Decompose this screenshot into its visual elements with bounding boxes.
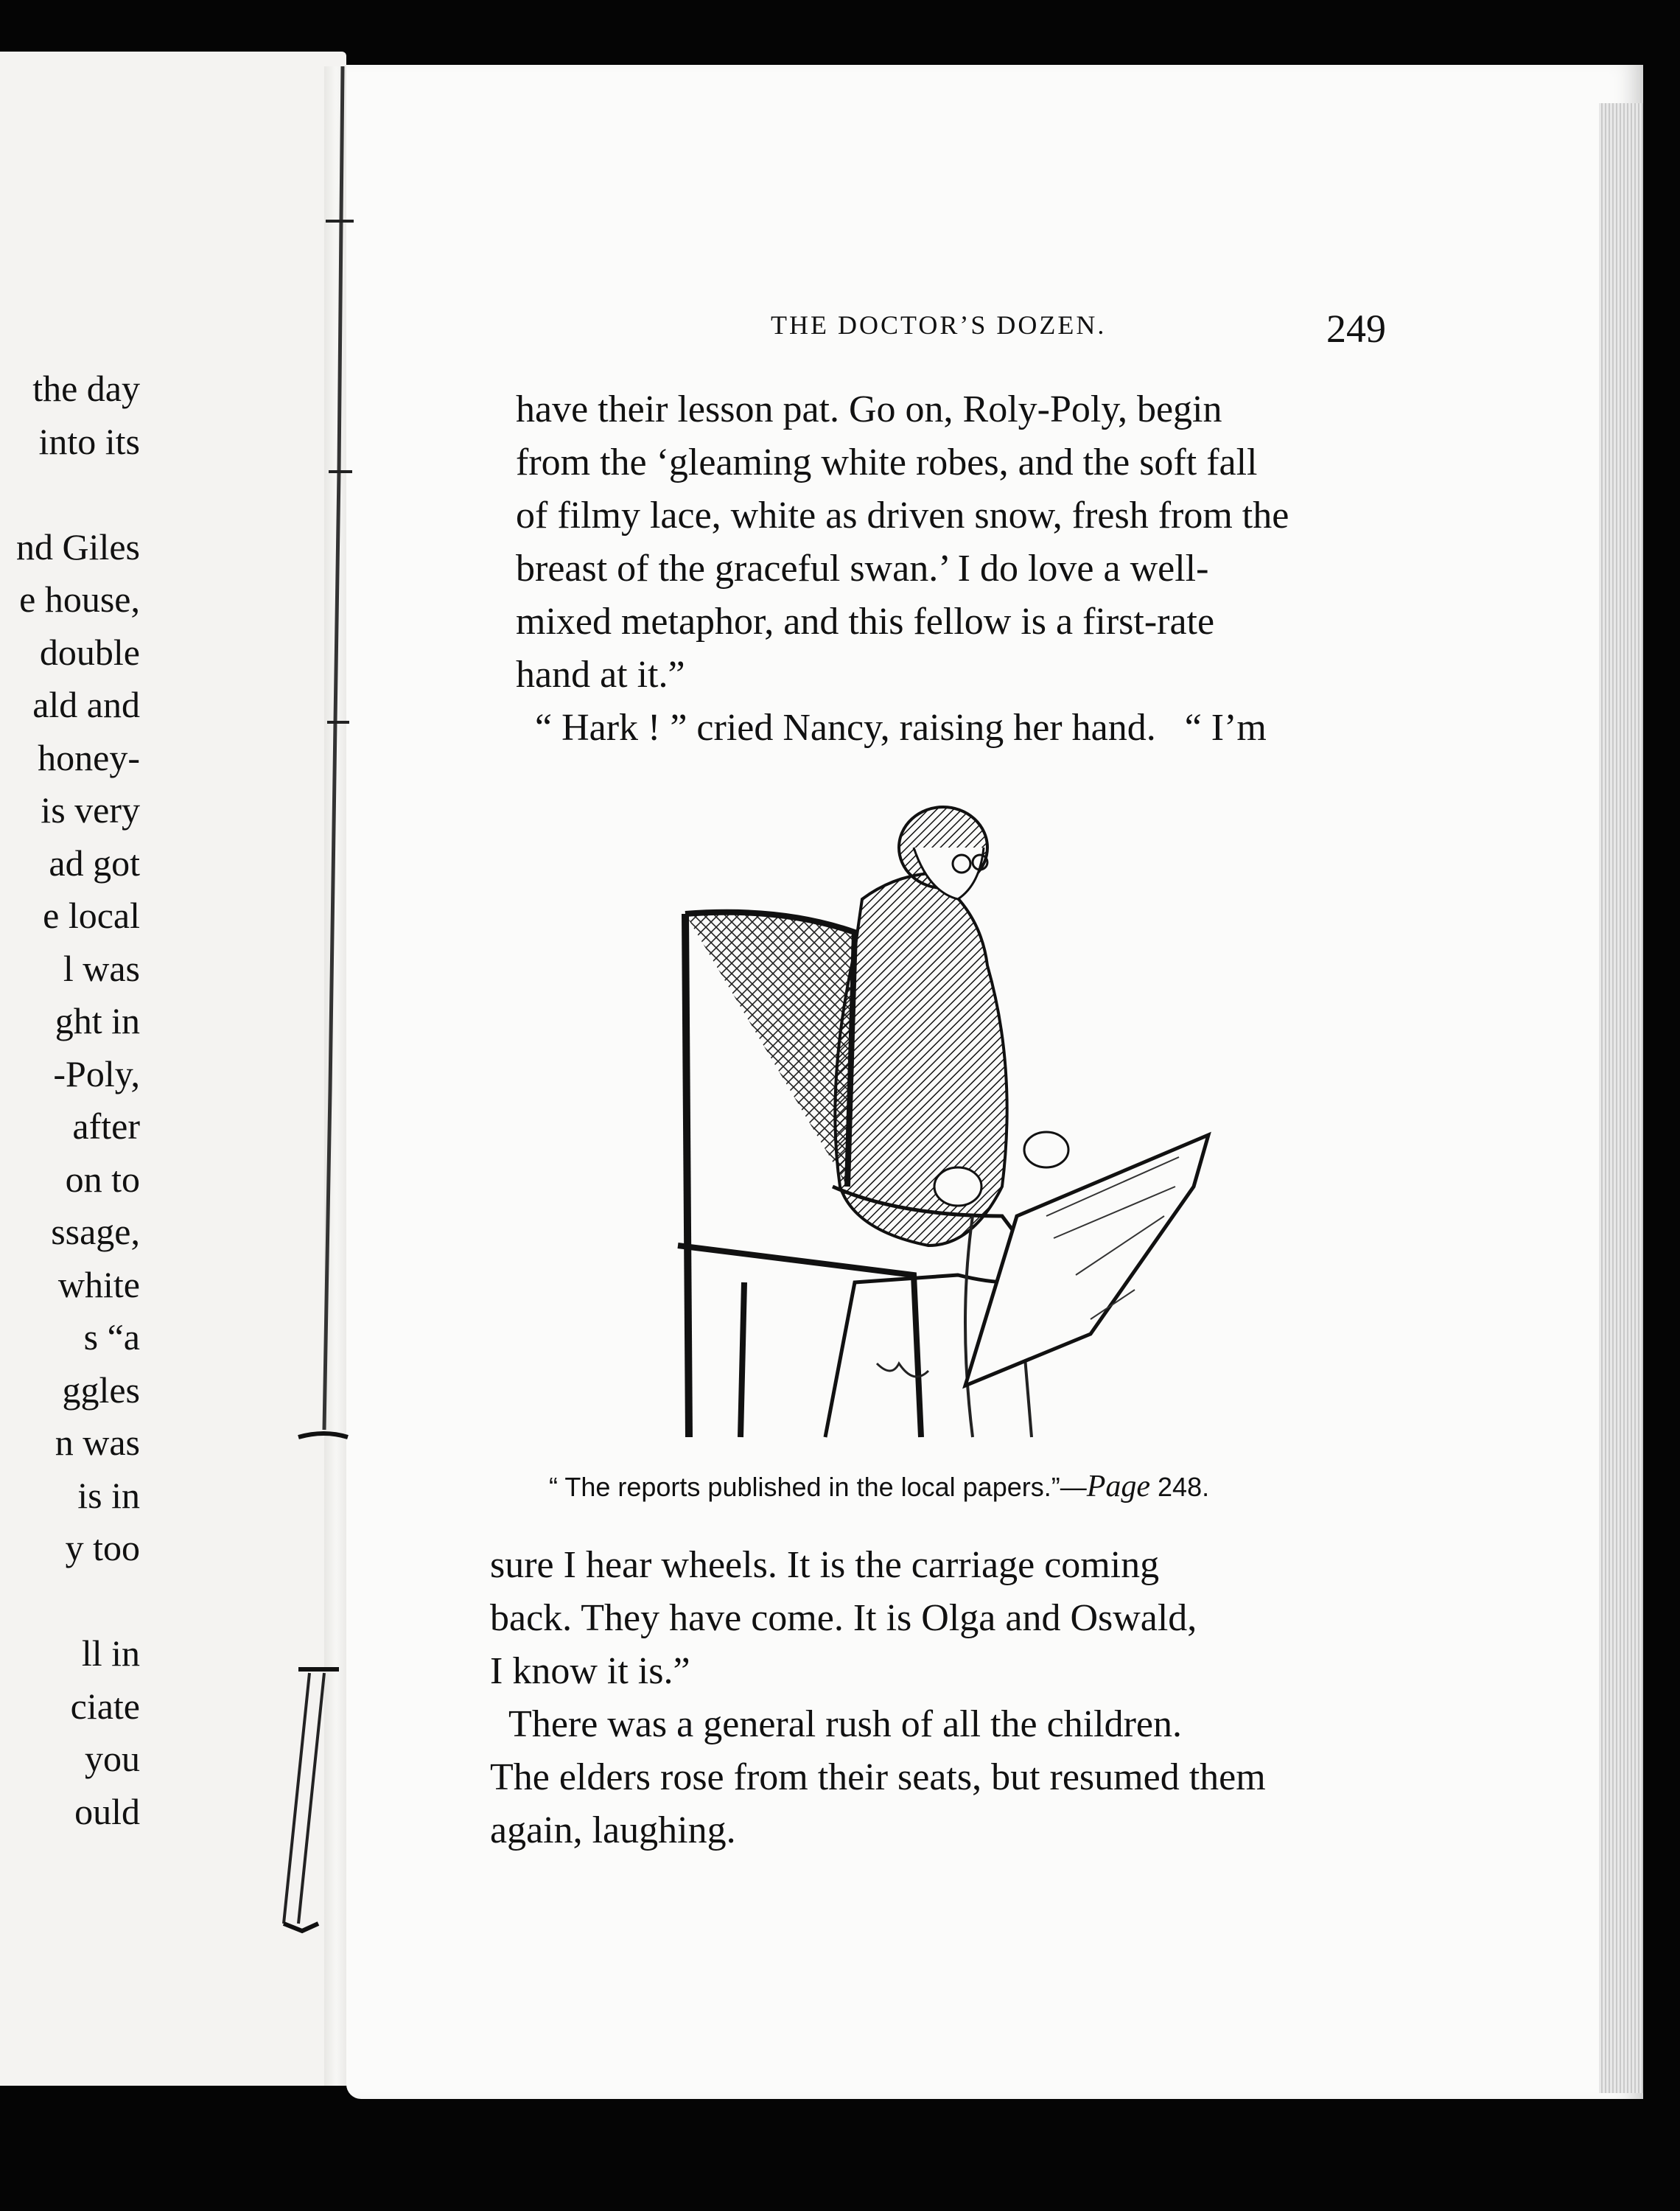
left-line: ght in xyxy=(55,1000,140,1041)
text-line: again, laughing. xyxy=(490,1809,736,1851)
left-line: ggles xyxy=(62,1369,140,1411)
left-line xyxy=(0,1575,140,1628)
left-line: you xyxy=(85,1738,140,1779)
left-line: l was xyxy=(63,947,140,989)
text-line: mixed metaphor, and this fellow is a first-rate xyxy=(516,601,1215,643)
text-line: breast of the graceful swan.’ I do love a well- xyxy=(516,548,1209,590)
left-line: ould xyxy=(74,1790,140,1832)
text-line: There was a general rush of all the children. xyxy=(490,1703,1182,1745)
left-line: on to xyxy=(65,1158,140,1200)
running-header: THE DOCTOR’S DOZEN. xyxy=(771,310,1107,340)
illustration-caption xyxy=(549,1469,1209,1504)
left-line: ciate xyxy=(70,1685,140,1727)
left-line: after xyxy=(72,1106,140,1147)
left-line: the day xyxy=(32,368,140,409)
left-line: nd Giles xyxy=(15,525,140,567)
paragraph-top xyxy=(516,383,1289,755)
caption-page-number: 248. xyxy=(1150,1472,1210,1502)
left-line: e local xyxy=(43,895,140,936)
left-line: ad got xyxy=(49,842,140,884)
text-line: sure I hear wheels. It is the carriage coming xyxy=(490,1544,1160,1586)
text-line: The elders rose from their seats, but resumed them xyxy=(490,1756,1266,1798)
text-line: back. They have come. It is Olga and Oswald, xyxy=(490,1597,1197,1639)
left-line: ssage, xyxy=(51,1211,140,1252)
illustration-man-reading-newspaper xyxy=(634,803,1245,1445)
left-line xyxy=(0,468,140,521)
text-line: hand at it.” xyxy=(516,654,685,696)
left-line: honey- xyxy=(38,736,140,778)
caption-quote: “ The reports published in the local papers.”— xyxy=(549,1472,1087,1502)
left-line: double xyxy=(39,631,140,673)
left-line: s “a xyxy=(83,1316,140,1358)
left-line: n was xyxy=(55,1422,140,1463)
left-line: into its xyxy=(38,420,140,462)
page-number: 249 xyxy=(1326,307,1386,351)
left-line: is very xyxy=(41,789,140,831)
left-line: white xyxy=(57,1263,140,1305)
caption-page-label: Page xyxy=(1086,1470,1151,1503)
left-line: -Poly, xyxy=(53,1052,140,1094)
text-line: “ Hark ! ” cried Nancy, raising her hand. “ I’m xyxy=(516,707,1267,749)
left-page-text xyxy=(0,363,140,1838)
paragraph-bottom xyxy=(490,1539,1266,1857)
text-line: of filmy lace, white as driven snow, fresh from the xyxy=(516,495,1289,537)
left-line: ll in xyxy=(81,1632,140,1674)
left-line: y too xyxy=(65,1527,140,1568)
binding-thread xyxy=(265,59,354,1975)
left-line: e house, xyxy=(19,579,140,620)
left-line: is in xyxy=(77,1474,140,1516)
left-line: ald and xyxy=(32,684,140,725)
text-line: from the ‘gleaming white robes, and the soft fall xyxy=(516,441,1258,483)
text-line: have their lesson pat. Go on, Roly-Poly, begin xyxy=(516,388,1222,430)
page-edge xyxy=(1599,103,1643,2093)
text-line: I know it is.” xyxy=(490,1650,690,1692)
